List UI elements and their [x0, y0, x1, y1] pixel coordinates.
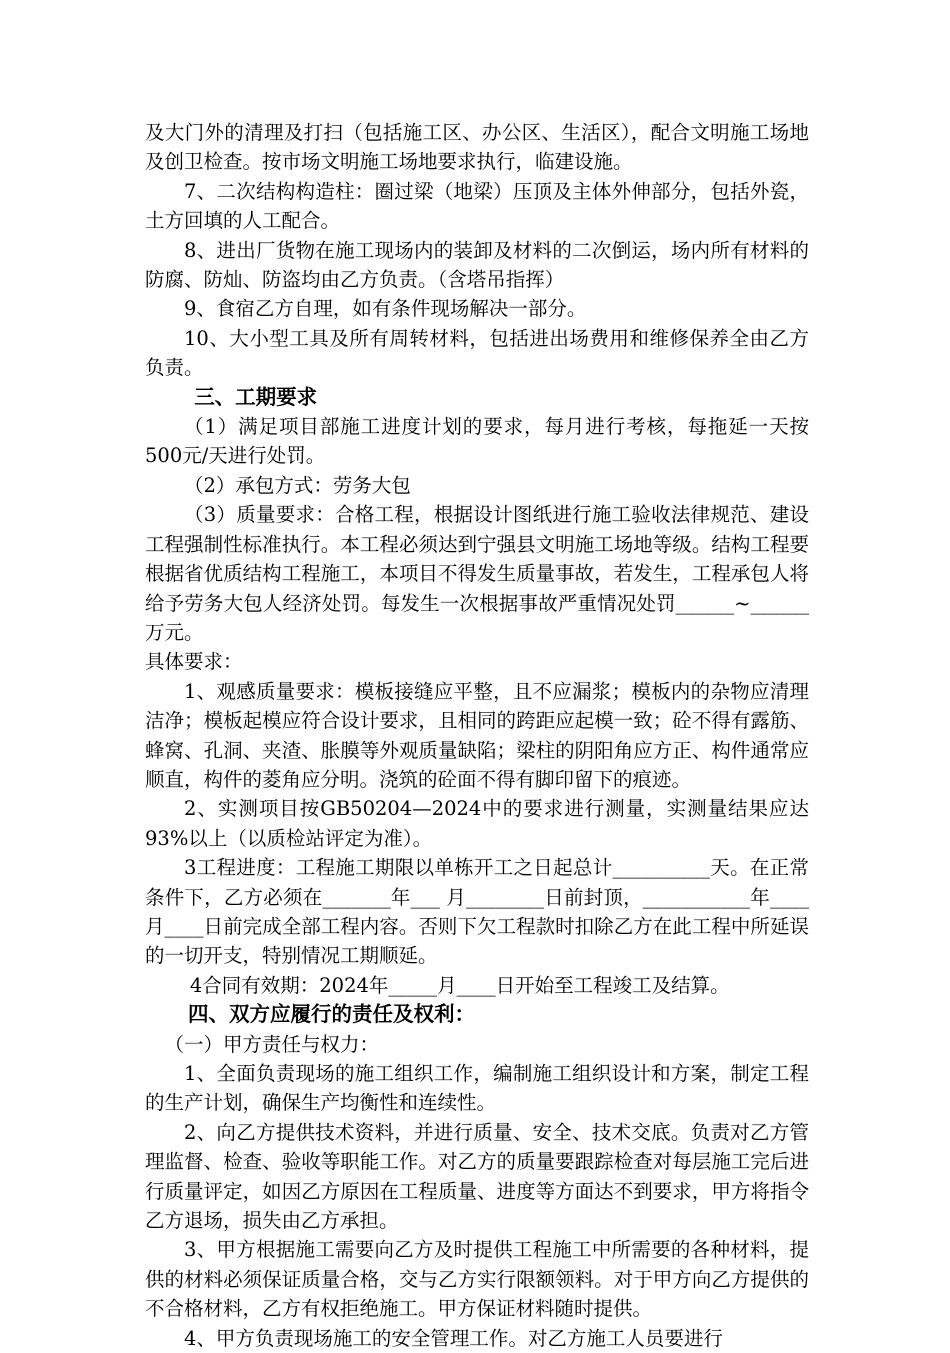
paragraph: 1、全面负责现场的施工组织工作，编制施工组织设计和方案，制定工程的生产计划，确保生产均衡性和连续性。 — [145, 1062, 809, 1115]
paragraph: （1）满足项目部施工进度计划的要求，每月进行考核，每拖延一天按500元/天进行处罚。 — [145, 415, 809, 468]
section-heading: 三、工期要求 — [194, 384, 318, 409]
paragraph: 10、大小型工具及所有周转材料，包括进出场费用和维修保养全由乙方负责。 — [145, 326, 809, 380]
paragraph: 4合同有效期：2024年_____月____日开始至工程竣工及结算。 — [189, 973, 730, 997]
paragraph: 4、甲方负责现场施工的安全管理工作。对乙方施工人员要进行 — [184, 1326, 723, 1350]
paragraph: 9、食宿乙方自理，如有条件现场解决一部分。 — [184, 297, 587, 321]
paragraph: （2）承包方式：劳务大包 — [184, 473, 411, 497]
paragraph: 及大门外的清理及打扫（包括施工区、办公区、生活区），配合文明施工场地及创卫检查。按市场文明施工场地要求执行，临建设施。 — [145, 121, 809, 174]
document-body — [145, 118, 809, 1353]
paragraph: 2、向乙方提供技术资料，并进行质量、安全、技术交底。负责对乙方管理监督、检查、验收等职能工作。对乙方的质量要跟踪检查对每层施工完后进行质量评定，如因乙方原因在工程质量、进度等方面达不到要求，甲方将指令乙方退场，损失由乙方承担。 — [145, 1120, 809, 1233]
paragraph: 3、甲方根据施工需要向乙方及时提供工程施工中所需要的各种材料，提供的材料必须保证质量合格，交与乙方实行限额领料。对于甲方向乙方提供的不合格材料，乙方有权拒绝施工。甲方保证材料随时提供。 — [145, 1238, 809, 1321]
paragraph: 具体要求： — [145, 650, 243, 674]
paragraph: 1、观感质量要求：模板接缝应平整，且不应漏浆；模板内的杂物应清理洁净；模板起模应符合设计要求，且相同的跨距应起模一致；砼不得有露筋、蜂窝、孔洞、夹渣、胀膜等外观质量缺陷；梁柱的阴阳角应方正、构件通常应顺直，构件的菱角应分明。浇筑的砼面不得有脚印留下的痕迹。 — [145, 679, 809, 791]
section-heading: 四、双方应履行的责任及权利： — [188, 1002, 476, 1027]
paragraph: 7、二次结构构造柱：圈过梁（地梁）压顶及主体外伸部分，包括外瓷，土方回填的人工配合。 — [145, 179, 809, 233]
subsection-heading: （一）甲方责任与权力： — [164, 1032, 380, 1056]
paragraph: （3）质量要求：合格工程，根据设计图纸进行施工验收法律规范、建设工程强制性标准执行。本工程必须达到宁强县文明施工场地等级。结构工程要根据省优质结构工程施工，本项目不得发生质量事故，若发生，工程承包人将给予劳务大包人经济处罚。每发生一次根据事故严重情况处罚______~______万元。 — [145, 503, 809, 644]
paragraph: 2、实测项目按GB50204—2024中的要求进行测量，实测量结果应达93%以上（以质检站评定为准）。 — [145, 797, 809, 850]
paragraph: 8、进出厂货物在施工现场内的装卸及材料的二次倒运，场内所有材料的防腐、防灿、防盗均由乙方负责。（含塔吊指挥） — [145, 238, 809, 292]
paragraph: 3工程进度：工程施工期限以单栋开工之日起总计__________天。在正常条件下，乙方必须在_______年___ 月________日前封顶，___________年____月____日前完成全部工程内容。否则下欠工程款时扣除乙方在此工程中所延误的一切开支，特别情况工期顺延。 — [145, 856, 809, 968]
